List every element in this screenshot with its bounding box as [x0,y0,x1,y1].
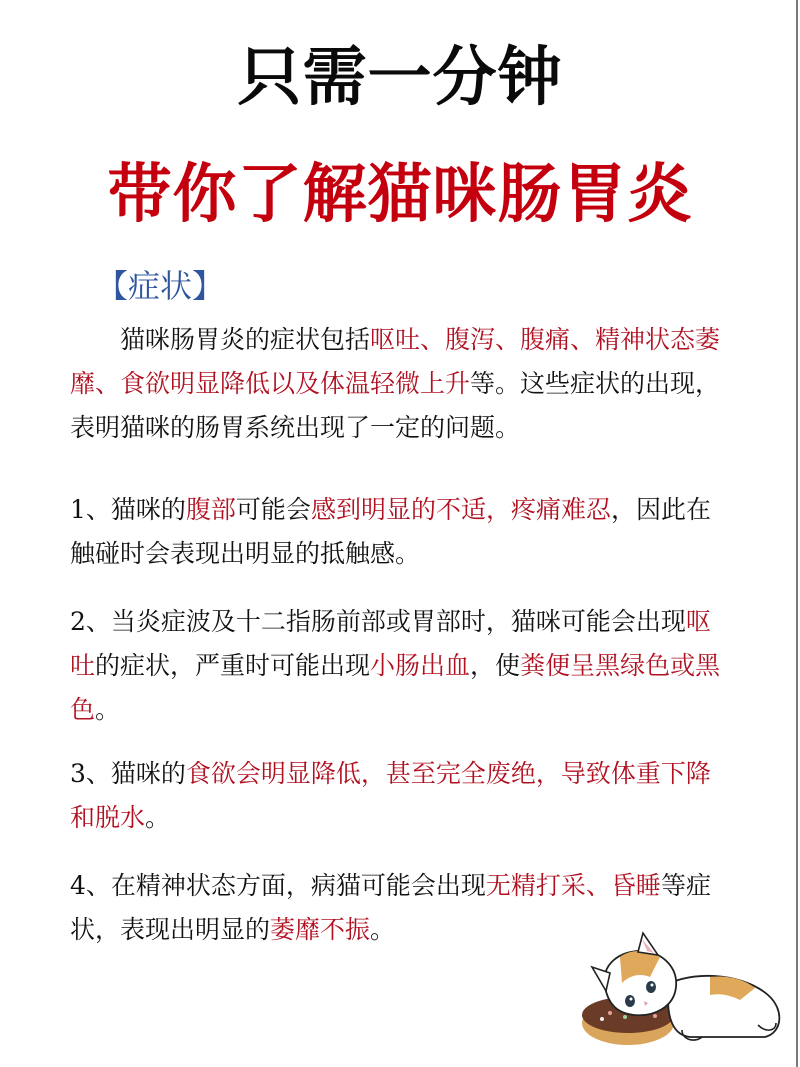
highlight-segment: 萎靡不振 [270,915,371,944]
highlight-segment: 粪便呈黑绿色或黑色 [70,651,721,724]
highlight-segment: 腹部 [185,495,236,524]
text-segment: 的症状，严重时可能出现 [95,651,371,680]
text-segment: ，因此在触碰时会表现出明显的抵触感。 [70,495,711,568]
highlight-segment: 小肠出血 [370,651,471,680]
text-segment: 等症状，表现出明显的 [70,871,711,944]
text-segment: 猫咪肠胃炎的症状包括 [120,325,371,354]
text-segment: 2、当炎症波及十二指肠前部或胃部时，猫咪可能会出现 [70,607,686,636]
cat-with-donut-illustration [570,925,795,1060]
highlight-segment: 食欲会明显降低，甚至完全废绝，导致体重下降和脱水 [70,759,711,832]
text-segment: 等。这些症状的出现，表明猫咪的肠胃系统出现了一定的问题。 [70,369,721,442]
text-segment: 4、在精神状态方面，病猫可能会出现 [70,871,486,900]
highlight-segment: 呕吐 [70,607,711,680]
text-segment: 。 [145,803,171,832]
text-segment: 可能会 [235,495,311,524]
symptom-point-2 [70,600,735,732]
highlight-segment: 呕吐、腹泻、腹痛、精神状态萎靡、食欲明显降低以及体温轻微上升 [70,325,721,398]
text-segment: 1、猫咪的 [70,495,186,524]
text-segment: ，使 [470,651,521,680]
text-segment: 3、猫咪的 [70,759,186,788]
symptom-point-1 [70,488,735,576]
cat-icon [570,925,795,1060]
symptom-point-3 [70,752,735,840]
highlight-segment: 感到明显的不适，疼痛难忍 [310,495,611,524]
intro-paragraph [70,318,735,450]
title-line-2: 带你了解猫咪肠胃炎 [107,158,693,232]
title-line-1: 只需一分钟 [237,41,563,115]
text-segment: 。 [95,695,121,724]
highlight-segment: 无精打采、昏睡 [485,871,661,900]
text-segment: 。 [370,915,396,944]
section-heading-symptoms: 【症状】 [96,267,225,305]
